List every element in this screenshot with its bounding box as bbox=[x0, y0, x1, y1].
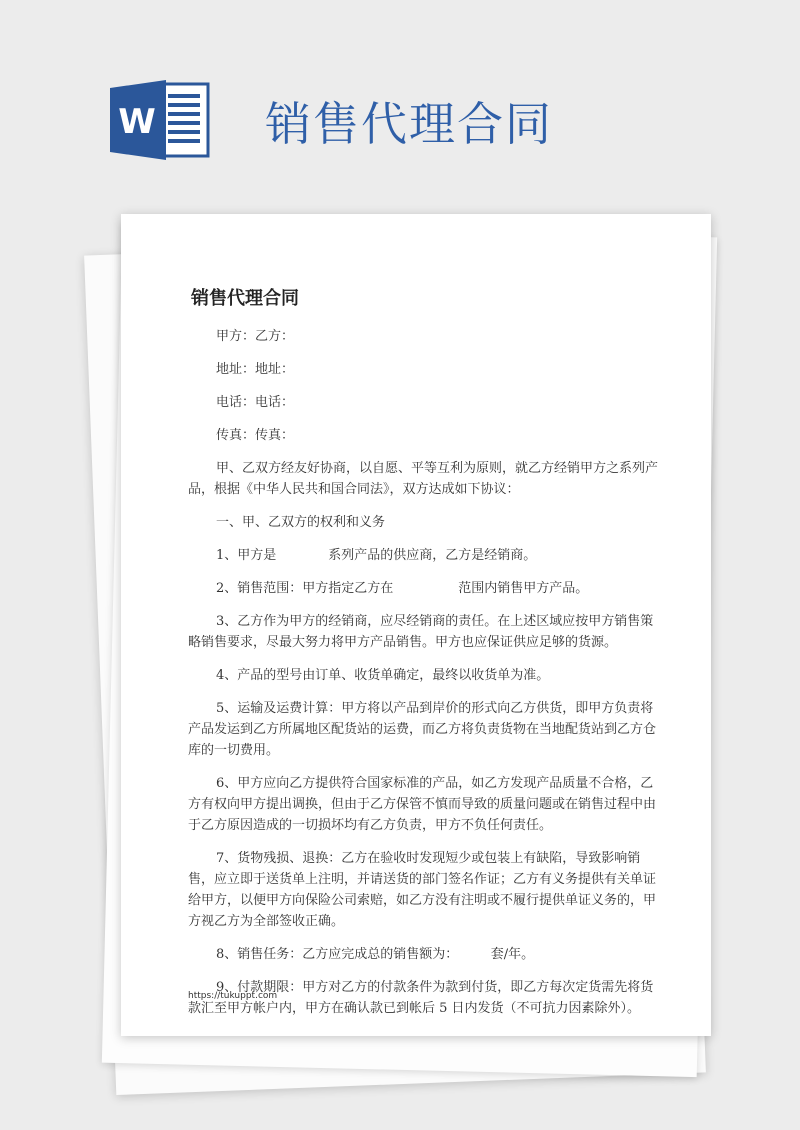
clause-5: 5、运输及运费计算：甲方将以产品到岸价的形式向乙方供货，即甲方负责将产品发运到乙方所属地区配货站的运费，而乙方将负责货物在当地配货站到乙方仓库的一切费用。 bbox=[188, 701, 657, 758]
clause-3: 3、乙方作为甲方的经销商，应尽经销商的责任。在上述区域应按甲方销售策略销售要求，尽最大努力将甲方产品销售。甲方也应保证供应足够的货源。 bbox=[188, 614, 654, 650]
document-title: 销售代理合同 bbox=[191, 288, 299, 309]
svg-text:W: W bbox=[118, 102, 156, 142]
clause-8: 8、销售任务：乙方应完成总的销售额为： 套/年。 bbox=[216, 947, 535, 962]
clause-9: 9、付款期限：甲方对乙方的付款条件为款到付货，即乙方每次定货需先将货款汇至甲方帐户内，甲方在确认款已到帐后 5 日内发货（不可抗力因素除外）。 bbox=[188, 980, 654, 1016]
clause-4: 4、产品的型号由订单、收货单确定，最终以收货单为准。 bbox=[216, 668, 550, 683]
clause-1: 1、甲方是 系列产品的供应商，乙方是经销商。 bbox=[216, 548, 537, 563]
footer-url[interactable]: https://tukuppt.com bbox=[188, 991, 278, 1001]
word-document-icon bbox=[110, 78, 210, 162]
clause-2: 2、销售范围：甲方指定乙方在 范围内销售甲方产品。 bbox=[216, 581, 589, 596]
address-line: 地址：地址： bbox=[216, 362, 295, 377]
fax-line: 传真：传真： bbox=[216, 428, 295, 443]
section-heading: 一、甲、乙双方的权利和义务 bbox=[216, 515, 386, 530]
phone-line: 电话：电话： bbox=[216, 395, 295, 410]
preamble-paragraph: 甲、乙双方经友好协商，以自愿、平等互利为原则，就乙方经销甲方之系列产品，根据《中华人民共和国合同法》，双方达成如下协议： bbox=[188, 461, 659, 497]
clause-7: 7、货物残损、退换：乙方在验收时发现短少或包装上有缺陷，导致影响销售，应立即于送货单上注明，并请送货的部门签名作证；乙方有义务提供有关单证给甲方，以便甲方向保险公司索赔，如乙方没有注明或不履行提供单证义务的，甲方视乙方为全部签收正确。 bbox=[188, 851, 657, 929]
banner-title: 销售代理合同 bbox=[265, 97, 553, 151]
document-body bbox=[188, 326, 666, 1031]
document-page bbox=[121, 214, 711, 1036]
party-line: 甲方：乙方： bbox=[216, 329, 295, 344]
clause-6: 6、甲方应向乙方提供符合国家标准的产品，如乙方发现产品质量不合格，乙方有权向甲方提出调换，但由于乙方保管不慎而导致的质量问题或在销售过程中由于乙方原因造成的一切损坏均有乙方负责，甲方不负任何责任。 bbox=[188, 776, 657, 833]
